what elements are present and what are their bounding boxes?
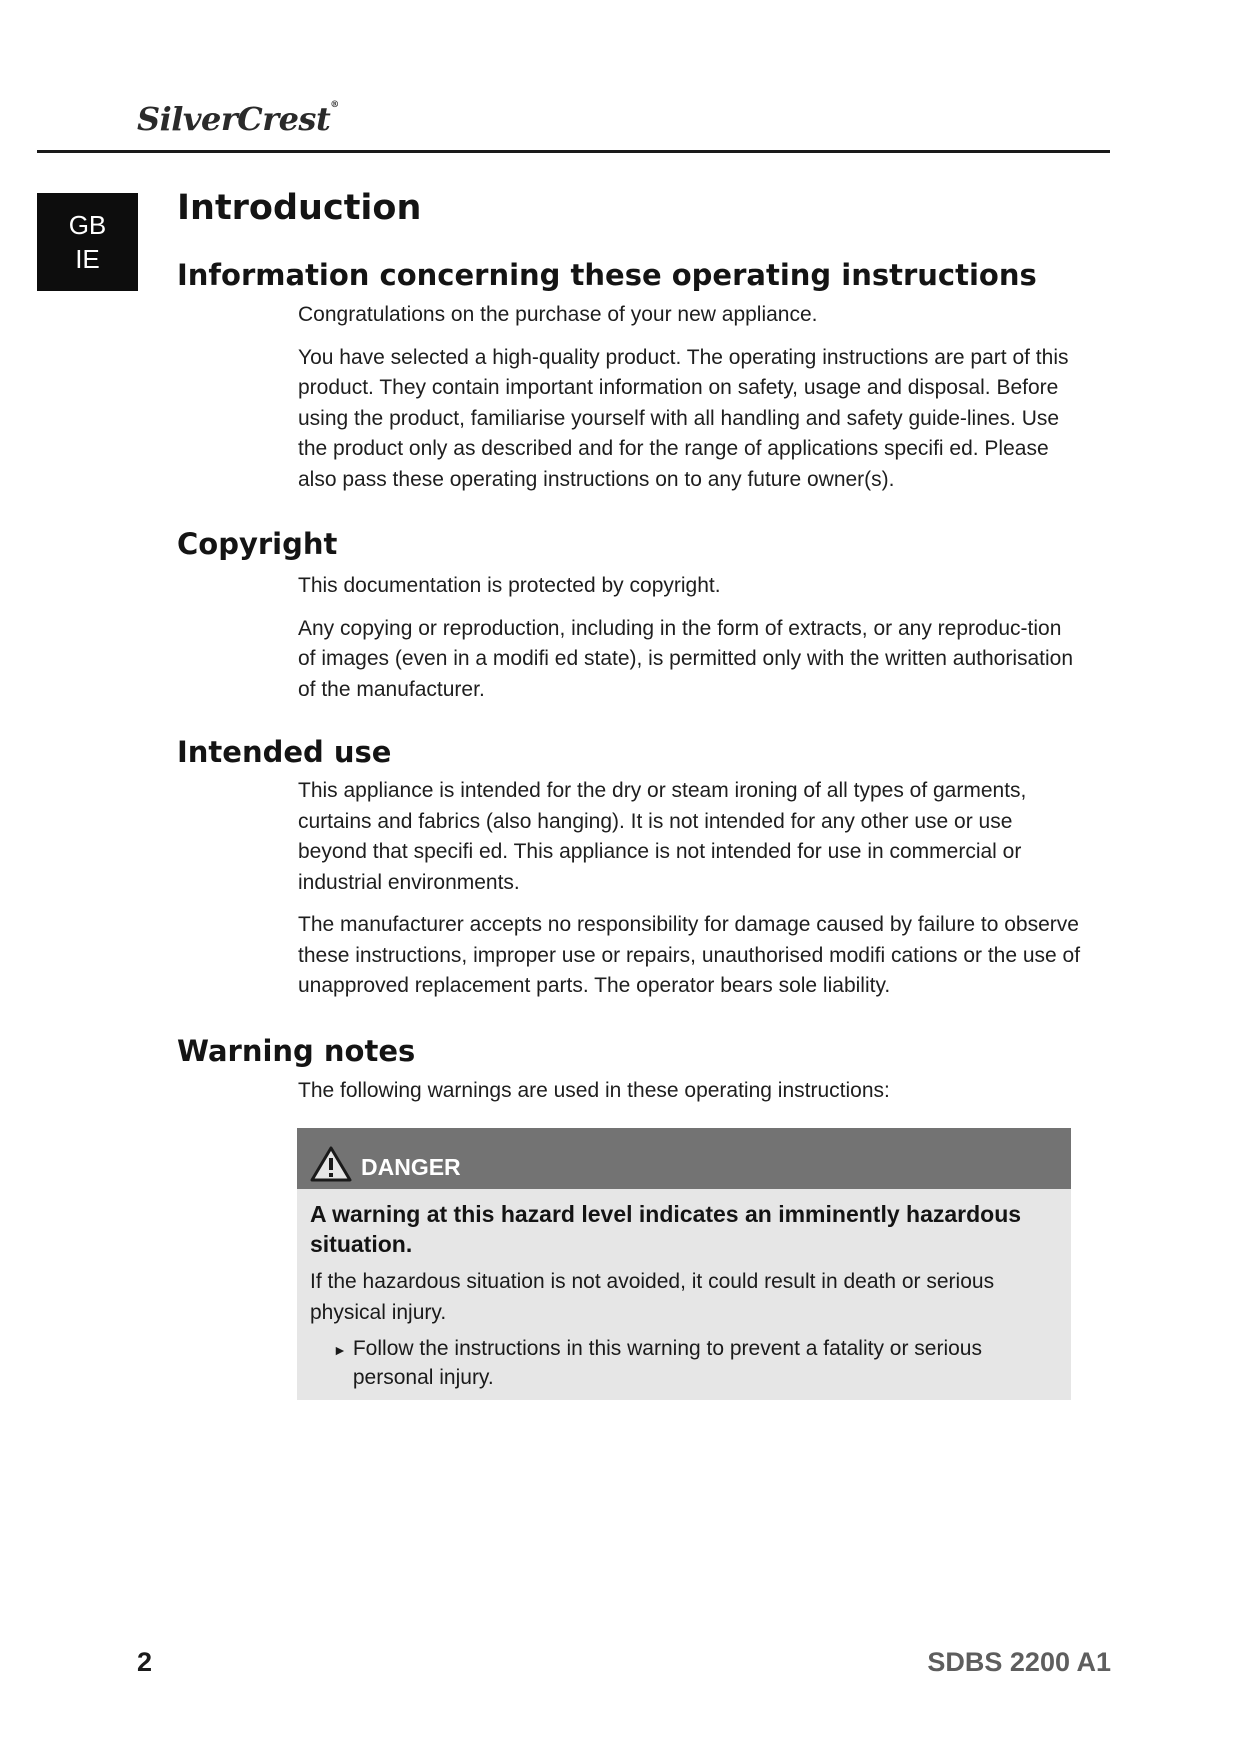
danger-instruction bbox=[333, 1334, 1057, 1392]
intended-use-paragraph-1: This appliance is intended for the dry or steam ironing of all types of garments, curtains and fabrics (also hanging). It is not intended for any other use or use beyond that specifi ed. This appliance is not intended for use in commercial or industrial environments. bbox=[298, 779, 1027, 894]
brand-name: SilverCrest bbox=[137, 100, 331, 138]
page-number: 2 bbox=[137, 1647, 153, 1677]
warning-notes-body bbox=[298, 1076, 1083, 1119]
section-title-introduction: Introduction bbox=[177, 188, 422, 228]
danger-header bbox=[297, 1128, 1071, 1189]
danger-content bbox=[297, 1189, 1071, 1392]
copyright-body bbox=[298, 571, 1083, 717]
arrow-right-icon: ► bbox=[333, 1342, 347, 1358]
introduction-body bbox=[298, 300, 1083, 507]
section-title-copyright: Copyright bbox=[177, 527, 338, 561]
brand-logo bbox=[137, 100, 339, 138]
copyright-paragraph-1: This documentation is protected by copyright. bbox=[298, 574, 721, 597]
language-tab bbox=[37, 193, 138, 291]
brand-registered-mark: ® bbox=[330, 100, 339, 110]
model-number: SDBS 2200 A1 bbox=[927, 1647, 1111, 1677]
language-code-gb: GB bbox=[68, 210, 107, 240]
danger-text: If the hazardous situation is not avoided, it could result in death or serious physical injury. bbox=[310, 1270, 995, 1324]
section-title-warning-notes: Warning notes bbox=[177, 1034, 416, 1068]
language-code-ie: IE bbox=[75, 244, 100, 274]
danger-warning-box bbox=[297, 1128, 1071, 1400]
warning-triangle-icon bbox=[309, 1145, 353, 1183]
introduction-paragraph-2: You have selected a high-quality product. The operating instructions are part of this product. They contain important information on safety, usage and disposal. Before using the product, familiarise yourself with all handling and safety guide-lines. Use the product only as described and for the range of applications specifi ed. Please also pass these operating instructions on to any future owner(s). bbox=[298, 345, 1069, 491]
danger-instruction-text: Follow the instructions in this warning to prevent a fatality or serious personal injury. bbox=[352, 1337, 982, 1389]
section-title-intended-use: Intended use bbox=[177, 735, 392, 769]
copyright-paragraph-2: Any copying or reproduction, including in the form of extracts, or any reproduc-tion of images (even in a modifi ed state), is permitted only with the written authorisation of the manufacturer. bbox=[298, 616, 1074, 701]
introduction-paragraph-1: Congratulations on the purchase of your new appliance. bbox=[298, 303, 818, 326]
intended-use-paragraph-2: The manufacturer accepts no responsibility for damage caused by failure to observe these instructions, improper use or repairs, unauthorised modifi cations or the use of unapproved replacement parts. The operator bears sole liability. bbox=[298, 913, 1081, 997]
header-divider bbox=[37, 150, 1110, 153]
warning-notes-intro: The following warnings are used in these operating instructions: bbox=[298, 1079, 890, 1102]
danger-label: DANGER bbox=[361, 1154, 461, 1180]
intended-use-body bbox=[298, 776, 1083, 1014]
section-subtitle-operating-instructions: Information concerning these operating instructions bbox=[177, 258, 1037, 292]
danger-heading: A warning at this hazard level indicates an imminently hazardous situation. bbox=[310, 1201, 1022, 1257]
